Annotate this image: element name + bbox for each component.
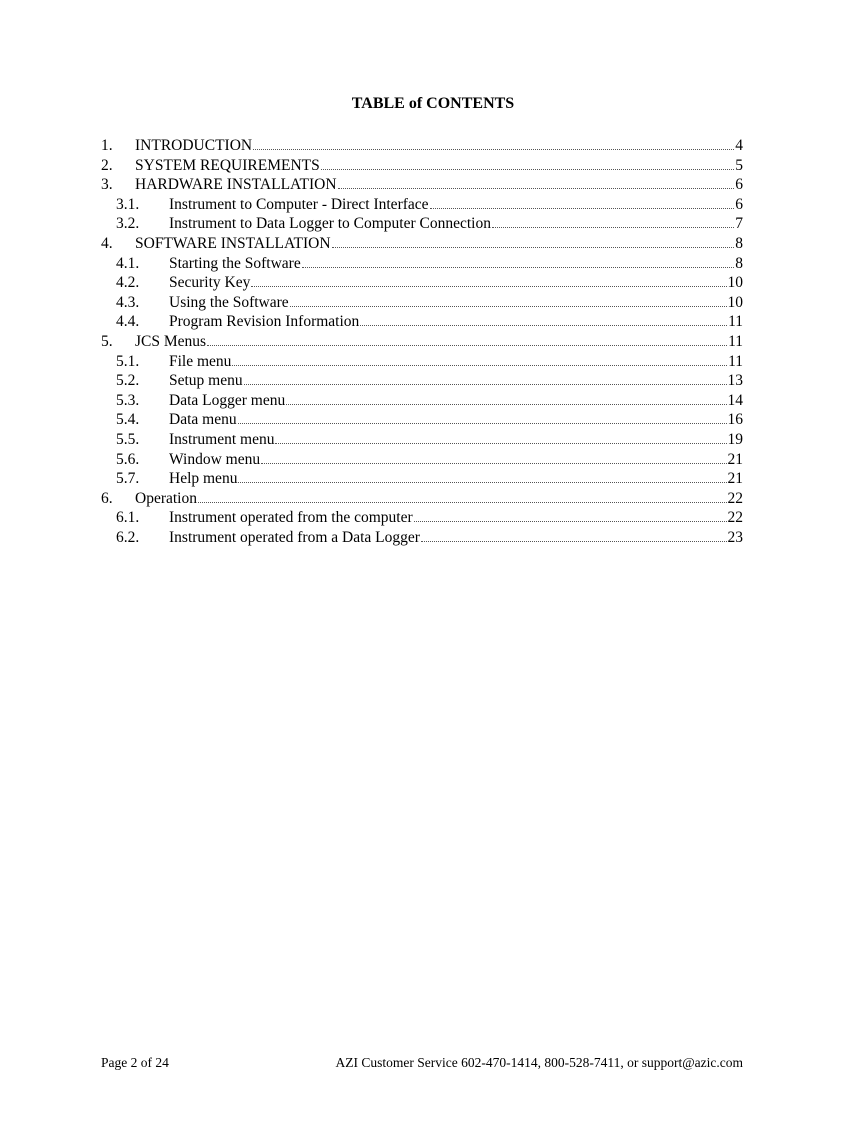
toc-entry[interactable] — [101, 175, 743, 195]
toc-entry-number: 4.4. — [116, 313, 140, 331]
toc-entry[interactable] — [101, 391, 743, 411]
toc-dot-leader — [290, 293, 727, 307]
toc-entry-page: 22 — [727, 489, 743, 507]
toc-dot-leader — [430, 195, 735, 209]
toc-entry-number: 4. — [101, 234, 113, 252]
toc-entry-number: 5. — [101, 332, 113, 350]
footer-page-number: Page 2 of 24 — [101, 1055, 169, 1070]
toc-entry[interactable] — [101, 195, 743, 215]
toc-dot-leader — [492, 214, 734, 228]
toc-dot-leader — [275, 430, 726, 444]
toc-entry-page: 11 — [728, 352, 743, 370]
toc-entry-title: Instrument operated from a Data Logger — [169, 528, 420, 546]
toc-entry-title: Instrument to Data Logger to Computer Connection — [169, 215, 491, 233]
toc-entry[interactable] — [101, 136, 743, 156]
toc-entry-page: 6 — [735, 176, 743, 194]
toc-entry-page: 11 — [728, 332, 743, 350]
toc-entry-page: 10 — [727, 274, 743, 292]
toc-entry-title: Program Revision Information — [169, 313, 360, 331]
toc-entry[interactable] — [101, 352, 743, 372]
toc-entry-number: 5.7. — [116, 470, 140, 488]
toc-entry-page: 21 — [727, 450, 743, 468]
toc-dot-leader — [414, 508, 727, 522]
toc-entry-number: 4.2. — [116, 274, 140, 292]
toc-entry-title: Using the Software — [169, 293, 289, 311]
toc-dot-leader — [238, 410, 727, 424]
toc-entry-page: 21 — [727, 470, 743, 488]
toc-entry-title: Window menu — [169, 450, 261, 468]
toc-entry-number: 4.1. — [116, 254, 140, 272]
toc-dot-leader — [244, 371, 727, 385]
toc-entry-page: 8 — [735, 254, 743, 272]
toc-entry-title: Instrument operated from the computer — [169, 509, 413, 527]
toc-entry-page: 7 — [735, 215, 743, 233]
toc-entry-page: 6 — [735, 195, 743, 213]
toc-entry-title: JCS Menus — [135, 332, 207, 350]
toc-entry[interactable] — [101, 293, 743, 313]
toc-entry-number: 3.1. — [116, 195, 140, 213]
toc-entry-title: HARDWARE INSTALLATION — [135, 176, 337, 194]
toc-entry-number: 6.2. — [116, 528, 140, 546]
toc-entry-number: 1. — [101, 137, 113, 154]
toc-entry-number: 5.6. — [116, 450, 140, 468]
toc-entry[interactable] — [101, 469, 743, 489]
toc-entry[interactable] — [101, 156, 743, 176]
toc-entry-title: Data menu — [169, 411, 237, 429]
toc-entry-page: 10 — [727, 293, 743, 311]
toc-dot-leader — [238, 469, 726, 483]
toc-dot-leader — [332, 234, 735, 248]
toc-entry-number: 5.3. — [116, 391, 140, 409]
toc-dot-leader — [207, 332, 727, 346]
toc-dot-leader — [253, 136, 734, 150]
toc-entry-title: Help menu — [169, 470, 238, 488]
toc-entry[interactable] — [101, 332, 743, 352]
toc-entry-number: 5.5. — [116, 430, 140, 448]
toc-dot-leader — [421, 528, 727, 542]
toc-entry-page: 14 — [727, 391, 743, 409]
toc-entry[interactable] — [101, 312, 743, 332]
toc-entry-number: 3.2. — [116, 215, 140, 233]
toc-entry[interactable] — [101, 430, 743, 450]
toc-entry-title: SYSTEM REQUIREMENTS — [135, 156, 320, 174]
toc-dot-leader — [251, 273, 726, 287]
toc-entry-page: 19 — [727, 430, 743, 448]
toc-dot-leader — [338, 175, 735, 189]
toc-entry-page: 5 — [735, 156, 743, 174]
footer-contact-info: AZI Customer Service 602-470-1414, 800-528-7411, or support@azic.com — [335, 1055, 743, 1070]
toc-entry-number: 5.2. — [116, 372, 140, 390]
toc-entry[interactable] — [101, 273, 743, 293]
toc-entry-title: INTRODUCTION — [135, 137, 253, 154]
toc-entry[interactable] — [101, 234, 743, 254]
toc-entry[interactable] — [101, 528, 743, 548]
toc-dot-leader — [286, 391, 726, 405]
toc-dot-leader — [321, 156, 735, 170]
toc-entry-page: 22 — [727, 509, 743, 527]
toc-entry[interactable] — [101, 450, 743, 470]
toc-dot-leader — [360, 312, 727, 326]
toc-entry-number: 6.1. — [116, 509, 140, 527]
toc-entry-title: Instrument menu — [169, 430, 275, 448]
toc-entry[interactable] — [101, 410, 743, 430]
toc-entry-number: 2. — [101, 156, 113, 174]
toc-entry[interactable] — [101, 254, 743, 274]
toc-entry-page: 13 — [727, 372, 743, 390]
toc-entry-number: 4.3. — [116, 293, 140, 311]
toc-entry-title: SOFTWARE INSTALLATION — [135, 234, 331, 252]
toc-entry-page: 8 — [735, 234, 743, 252]
toc-entry-number: 3. — [101, 176, 113, 194]
toc-dot-leader — [232, 352, 727, 366]
toc-entry-number: 6. — [101, 489, 113, 507]
toc-entry-title: File menu — [169, 352, 232, 370]
toc-entry-title: Data Logger menu — [169, 391, 286, 409]
toc-entry-title: Starting the Software — [169, 254, 301, 272]
toc-entry-number: 5.1. — [116, 352, 140, 370]
toc-entry-page: 4 — [735, 137, 743, 154]
toc-entry[interactable] — [101, 508, 743, 528]
toc-entry[interactable] — [101, 371, 743, 391]
toc-dot-leader — [302, 254, 735, 268]
toc-entry[interactable] — [101, 214, 743, 234]
toc-dot-leader — [261, 450, 726, 464]
table-of-contents — [101, 136, 743, 547]
page-title: TABLE of CONTENTS — [351, 95, 515, 112]
toc-entry-title: Operation — [135, 489, 197, 507]
toc-entry-page: 23 — [727, 528, 743, 546]
toc-dot-leader — [198, 489, 727, 503]
toc-entry-title: Security Key — [169, 274, 251, 292]
toc-entry-page: 16 — [727, 411, 743, 429]
toc-entry-title: Instrument to Computer - Direct Interface — [169, 195, 429, 213]
toc-entry[interactable] — [101, 489, 743, 509]
toc-entry-title: Setup menu — [169, 372, 243, 390]
toc-entry-page: 11 — [728, 313, 743, 331]
toc-entry-number: 5.4. — [116, 411, 140, 429]
